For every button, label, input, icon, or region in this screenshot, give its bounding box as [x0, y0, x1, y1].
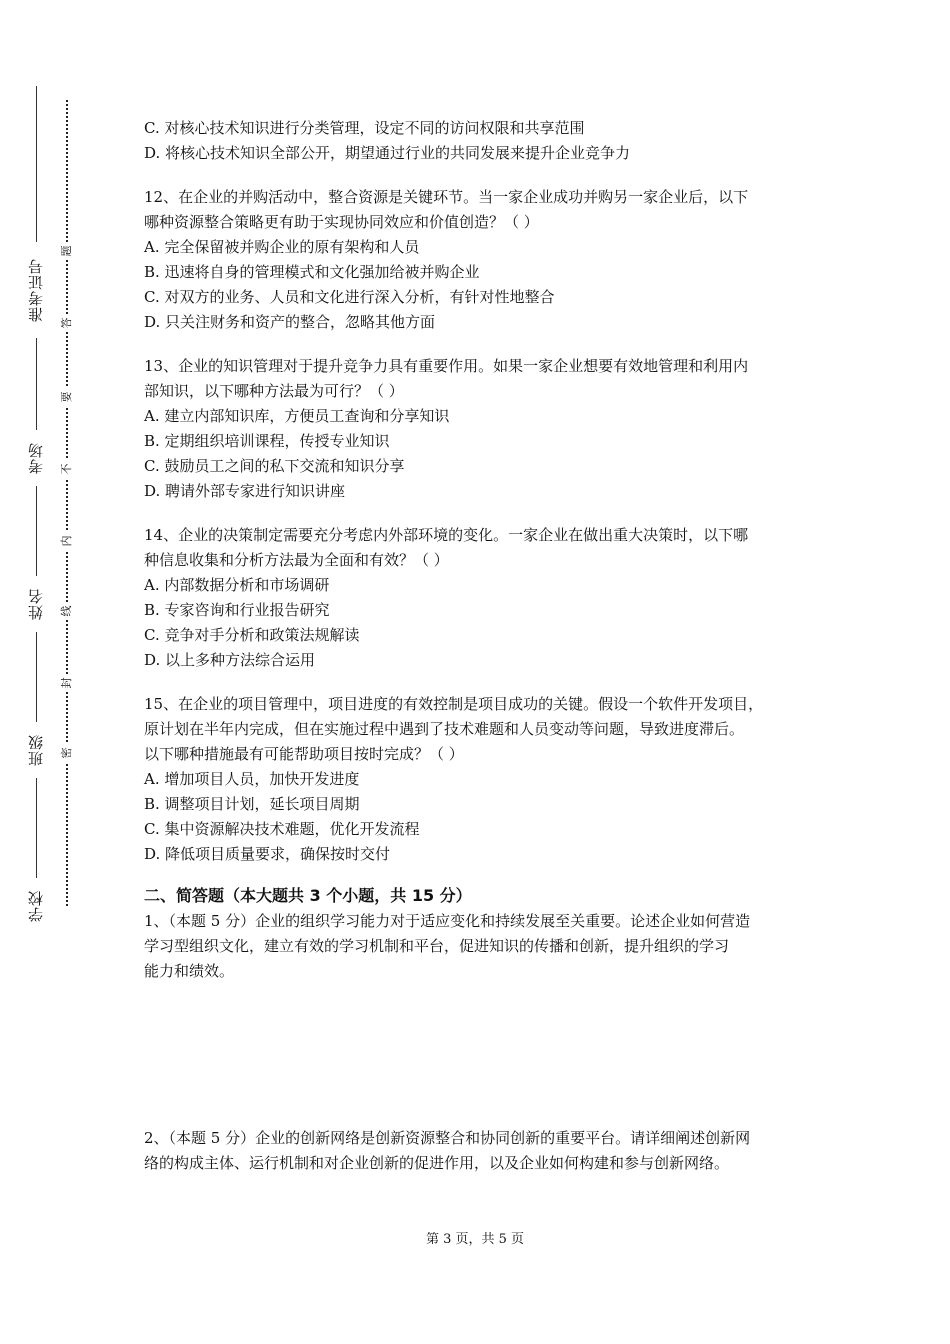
short-answer-1: [144, 909, 824, 984]
seal-char: 要: [60, 388, 74, 406]
exam-number-blank[interactable]: [36, 86, 37, 242]
short-answer-prompt: 络的构成主体、运行机制和对企业创新的促进作用，以及企业如何构建和参与创新网络。: [144, 1154, 730, 1172]
question-stem: 部知识，以下哪种方法最为可行？（ ）: [144, 382, 404, 400]
short-answer-2: [144, 1126, 824, 1176]
option-d[interactable]: D. 将核心技术知识全部公开，期望通过行业的共同发展来提升企业竞争力: [144, 144, 631, 162]
option-c[interactable]: C. 鼓励员工之间的私下交流和知识分享: [144, 457, 405, 475]
question-stem: 15、在企业的项目管理中，项目进度的有效控制是项目成功的关键。假设一个软件开发项目，: [144, 695, 764, 713]
question-stem: 12、在企业的并购活动中，整合资源是关键环节。当一家企业成功并购另一家企业后，以下: [144, 188, 749, 206]
exam-room-label: 考场: [27, 442, 45, 474]
seal-char: 不: [60, 460, 74, 478]
question-12: [144, 185, 824, 335]
option-a[interactable]: A. 建立内部知识库，方便员工查询和分享知识: [144, 407, 450, 425]
seal-char: 密: [60, 744, 74, 762]
seal-char: 封: [60, 674, 74, 692]
short-answer-prompt: 学习型组织文化，建立有效的学习机制和平台，促进知识的传播和创新，提升组织的学习: [144, 937, 730, 955]
short-answer-prompt: 2、（本题 5 分）企业的创新网络是创新资源整合和协同创新的重要平台。请详细阐述创新网: [144, 1129, 751, 1147]
exam-number-label: 准考证号: [27, 258, 45, 322]
question-11-continued: [144, 116, 824, 166]
question-stem: 14、企业的决策制定需要充分考虑内外部环境的变化。一家企业在做出重大决策时，以下哪: [144, 526, 749, 544]
option-b[interactable]: B. 专家咨询和行业报告研究: [144, 601, 330, 619]
question-stem: 哪种资源整合策略更有助于实现协同效应和价值创造？（ ）: [144, 213, 539, 231]
class-label: 班级: [27, 734, 45, 766]
question-14: [144, 523, 824, 673]
seal-char: 内: [60, 532, 74, 550]
page-number: 第 3 页，共 5 页: [425, 1232, 525, 1247]
class-blank[interactable]: [36, 632, 37, 722]
section-2-title: 二、简答题（本大题共 3 个小题，共 15 分）: [144, 886, 472, 905]
option-d[interactable]: D. 以上多种方法综合运用: [144, 651, 316, 669]
seal-dotted-line: [66, 100, 68, 906]
option-a[interactable]: A. 增加项目人员，加快开发进度: [144, 770, 360, 788]
question-stem: 13、企业的知识管理对于提升竞争力具有重要作用。如果一家企业想要有效地管理和利用内: [144, 357, 749, 375]
option-b[interactable]: B. 调整项目计划，延长项目周期: [144, 795, 360, 813]
option-c[interactable]: C. 对双方的业务、人员和文化进行深入分析，有针对性地整合: [144, 288, 555, 306]
option-d[interactable]: D. 只关注财务和资产的整合，忽略其他方面: [144, 313, 436, 331]
answer-space[interactable]: [144, 984, 824, 1126]
option-d[interactable]: D. 降低项目质量要求，确保按时交付: [144, 845, 391, 863]
option-b[interactable]: B. 定期组织培训课程，传授专业知识: [144, 432, 390, 450]
option-c[interactable]: C. 竞争对手分析和政策法规解读: [144, 626, 360, 644]
short-answer-prompt: 1、（本题 5 分）企业的组织学习能力对于适应变化和持续发展至关重要。论述企业如何营造: [144, 912, 751, 930]
question-15: [144, 692, 824, 867]
option-c[interactable]: C. 对核心技术知识进行分类管理，设定不同的访问权限和共享范围: [144, 119, 585, 137]
question-stem: 原计划在半年内完成，但在实施过程中遇到了技术难题和人员变动等问题，导致进度滞后。: [144, 720, 745, 738]
school-blank[interactable]: [36, 778, 37, 878]
question-stem: 种信息收集和分析方法最为全面和有效？（ ）: [144, 551, 449, 569]
short-answer-prompt: 能力和绩效。: [144, 962, 235, 980]
option-d[interactable]: D. 聘请外部专家进行知识讲座: [144, 482, 346, 500]
option-b[interactable]: B. 迅速将自身的管理模式和文化强加给被并购企业: [144, 263, 480, 281]
question-stem: 以下哪种措施最有可能帮助项目按时完成？（ ）: [144, 745, 464, 763]
question-13: [144, 354, 824, 504]
exam-content: [144, 116, 824, 1176]
seal-char: 答: [60, 314, 74, 332]
seal-char: 线: [60, 602, 74, 620]
name-label: 姓名: [27, 588, 45, 620]
binding-margin: [0, 0, 100, 1344]
school-label: 学校: [27, 890, 45, 922]
option-c[interactable]: C. 集中资源解决技术难题，优化开发流程: [144, 820, 420, 838]
seal-char: 题: [60, 242, 74, 260]
option-a[interactable]: A. 内部数据分析和市场调研: [144, 576, 330, 594]
exam-room-blank[interactable]: [36, 338, 37, 430]
name-blank[interactable]: [36, 486, 37, 576]
option-a[interactable]: A. 完全保留被并购企业的原有架构和人员: [144, 238, 420, 256]
